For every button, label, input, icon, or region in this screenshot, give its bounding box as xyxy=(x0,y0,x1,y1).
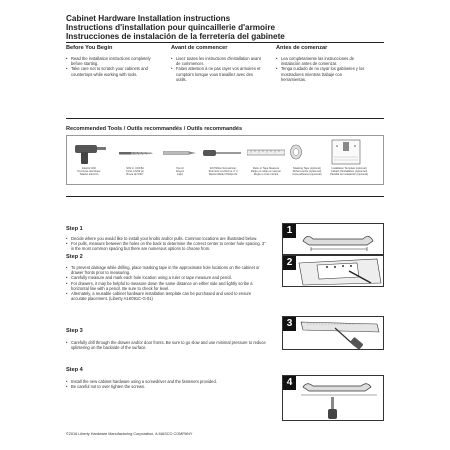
step-2-title: Step 2 xyxy=(66,254,83,260)
tool-label-template: Installation Template (optional) Gabarit d'installation (optionnel) Plantilla de instalación (opcional) xyxy=(330,167,368,176)
list-item: • Tenga cuidado de no rayar los gabinetes y los mostradores mientras trabaje con herramientas. xyxy=(276,66,368,82)
list-item: • Be careful not to over tighten the screws. xyxy=(66,384,266,389)
title-block xyxy=(66,14,396,41)
title-spanish: Instrucciones de instalación de la ferretería del gabinete xyxy=(66,32,285,41)
tool-label-screwdriver: #2 Phillips Screwdriver Tournevis cruciforme n° 2 Destornillador Phillips #2 xyxy=(208,167,238,176)
antes-de-comenzar-list xyxy=(276,56,368,82)
tool-label-pencil: Pencil Crayon Lápiz xyxy=(175,167,185,176)
copyright-footer: ©2016 Liberty Hardware Manufacturing Corporation, A MASCO COMPANY xyxy=(66,432,193,436)
pull-measurement-illustration xyxy=(297,225,383,254)
step-1-figure xyxy=(282,223,384,255)
list-item: • Carefully measure and mark each hole location using a ruler or tape measure and pencil. xyxy=(66,275,266,280)
list-item: • Read the installation instructions completely before starting. xyxy=(66,56,158,66)
drill-bit-icon xyxy=(119,149,153,157)
step-1-list xyxy=(66,236,266,252)
tool-label-drill-bit: 5/32 in. Drill Bit Foret à 5/32 po Broca de 5/32" xyxy=(126,167,144,176)
step-4-title: Step 4 xyxy=(66,367,83,373)
list-item: • Alternately, a reusable cabinet hardware installation template can be purchased and used to ensure accurate placement. (Liberty A1K091C-G-01) xyxy=(66,291,266,301)
pencil-icon xyxy=(163,150,197,156)
step-4-list xyxy=(66,379,266,389)
screw-installation-illustration xyxy=(297,377,383,420)
section-divider xyxy=(66,118,384,119)
figure-number: 3 xyxy=(283,317,296,331)
antes-de-comenzar-heading: Antes de comenzar xyxy=(276,45,328,51)
tool-label-ruler: Ruler or Tape Measure Règle ou ruban à mesurer Regla o cinta métrica xyxy=(250,167,282,176)
list-item: • Lea completamente las instrucciones de instalación antes de comenzar. xyxy=(276,56,368,66)
list-item: • Faites attention à ne pas rayer vos armoires et comptoirs lorsque vous travaillez avec des outils. xyxy=(171,66,263,82)
list-item: • Carefully drill through the drawer and/or door fronts. Be sure to go slow and use minimal pressure to reduce splintering on the backside of the surface. xyxy=(66,340,266,350)
recommended-tools-panel xyxy=(66,135,384,185)
before-you-begin-heading: Before You Begin xyxy=(66,45,113,51)
step-3-list xyxy=(66,340,266,350)
electric-drill-icon xyxy=(69,142,109,166)
list-item: • Install the new cabinet hardware using a screwdriver and the fasteners provided. xyxy=(66,379,266,384)
title-divider xyxy=(66,42,384,43)
title-french: Instructions d'installation pour quincaillerie d'armoire xyxy=(66,23,276,32)
step-4-figure xyxy=(282,375,384,421)
drilling-illustration xyxy=(297,318,383,349)
ruler-icon xyxy=(247,149,285,157)
list-item: • To prevent damage while drilling, place masking tape in the approximate hole locations on the cabinet or drawer fronts prior to measuring. xyxy=(66,265,266,275)
list-item: • Lisez toutes les instructions d'installation avant de commencer. xyxy=(171,56,263,66)
tool-label-drill: Electric Drill Perceuse électrique Taladro eléctrico xyxy=(77,167,101,176)
template-marking-illustration xyxy=(297,257,383,286)
avant-de-commencer-heading: Avant de commencer xyxy=(171,45,228,51)
figure-number: 4 xyxy=(283,376,296,390)
step-3-figure xyxy=(282,316,384,350)
step-3-title: Step 3 xyxy=(66,328,83,334)
step-1-title: Step 1 xyxy=(66,226,83,232)
step-2-figure xyxy=(282,255,384,287)
section-divider xyxy=(66,196,384,197)
avant-de-commencer-list xyxy=(171,56,263,82)
recommended-tools-title: Recommended Tools / Outils recommandés / Outils recommandés xyxy=(66,126,243,132)
installation-template-icon xyxy=(329,139,363,166)
list-item: • For pulls, measure between the holes on the back to determine the correct center to center hole spacing. 3" is the most common spacing but there are numerous options to choose from. xyxy=(66,241,266,251)
tool-label-masking-tape: Masking Tape (optional) Ruban-cache (optionnel) Cinta adhesiva (opcional) xyxy=(292,167,322,176)
screwdriver-icon xyxy=(203,148,243,158)
step-2-list xyxy=(66,265,266,301)
list-item: • Take care not to scratch your cabinets and countertops while working with tools. xyxy=(66,66,158,76)
list-item: • For drawers, it may be helpful to measure down the same distance on either side and lightly scribe a horizontal line with a pencil. Be sure to check for level. xyxy=(66,281,266,291)
masking-tape-icon xyxy=(289,144,303,160)
figure-number: 1 xyxy=(283,224,296,238)
figure-number: 2 xyxy=(283,256,296,270)
before-you-begin-list xyxy=(66,56,158,77)
list-item: • Decide where you would like to install your knobs and/or pulls. Common locations are illustrated below. xyxy=(66,236,266,241)
title-english: Cabinet Hardware Installation instructions xyxy=(66,14,231,23)
